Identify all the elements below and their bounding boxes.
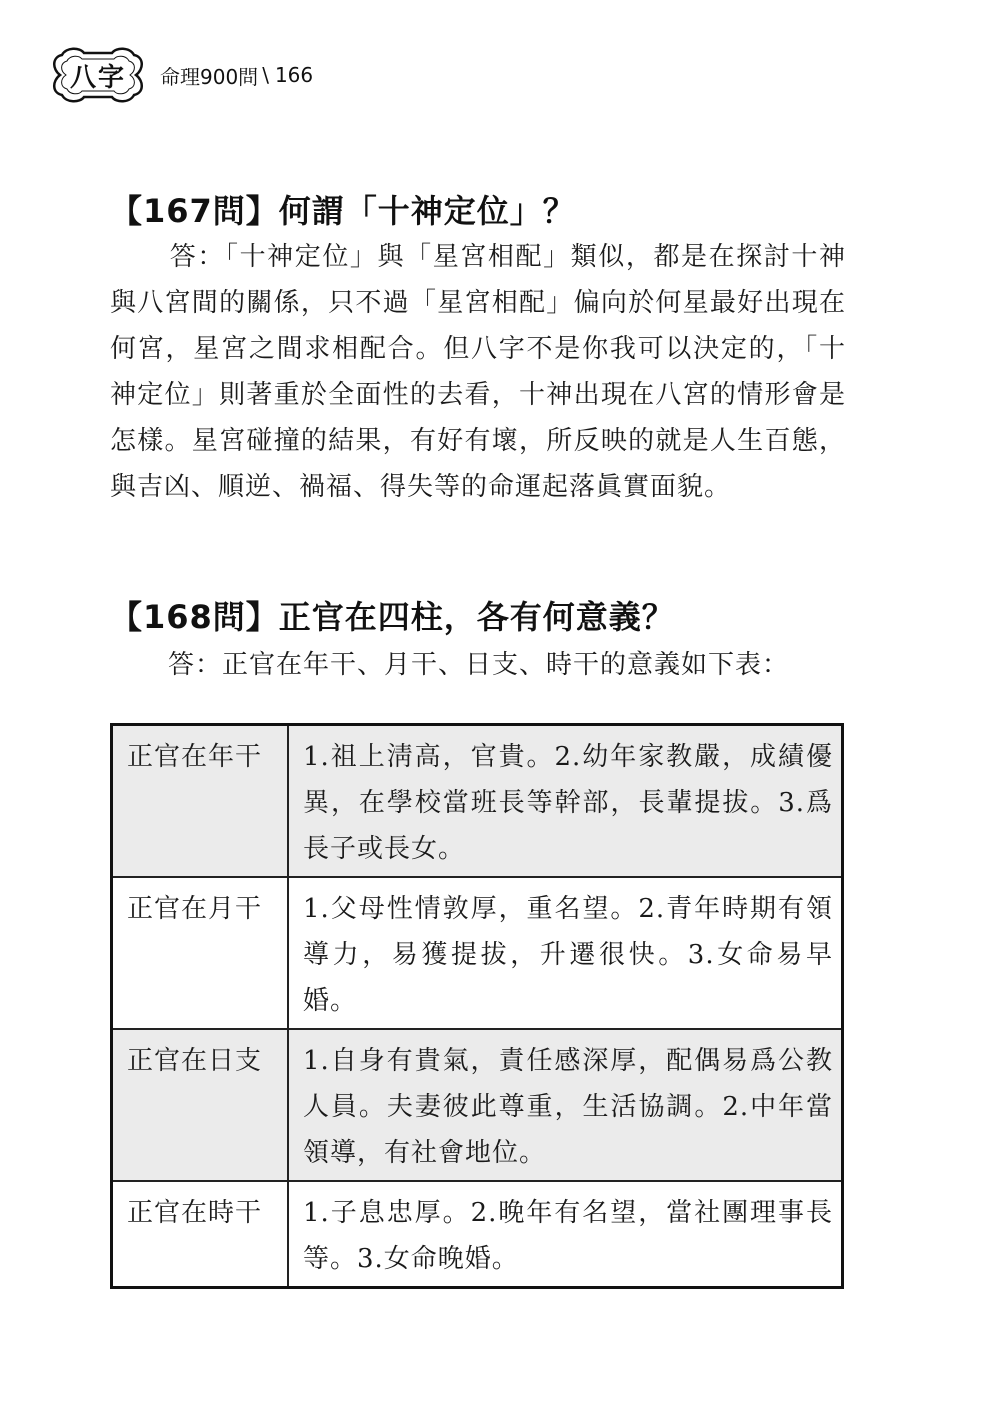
row-key: 正官在月干	[112, 877, 289, 1029]
running-header	[46, 40, 313, 110]
row-key: 正官在時干	[112, 1181, 289, 1288]
header-separator: \	[262, 63, 269, 87]
zhengguan-meaning-table	[110, 723, 844, 1289]
question-168-answer: 答：正官在年干、月干、日支、時干的意義如下表：	[168, 650, 790, 680]
page-number: 166	[274, 63, 314, 87]
table-row	[112, 1029, 843, 1181]
row-value: 1.祖上淸高，官貴。2.幼年家教嚴，成績優異，在學校當班長等幹部，長輩提拔。3.爲長子或長女。	[288, 725, 843, 878]
table-row	[112, 1181, 843, 1288]
question-168-heading: 【168問】正官在四柱，各有何意義？	[110, 598, 675, 636]
question-167-answer: 答：「十神定位」與「星宮相配」類似，都是在探討十神與八宮間的關係，只不過「星宮相配」偏向於何星最好出現在何宮，星宮之間求相配合。但八字不是你我可以決定的，「十神定位」則著重於全面性的去看，十神出現在八宮的情形會是怎樣。星宮碰撞的結果，有好有壞，所反映的就是人生百態，與吉凶、順逆、禍福、得失等的命運起落眞實面貌。	[110, 242, 846, 502]
table-row	[112, 877, 843, 1029]
table-row	[112, 725, 843, 878]
row-value: 1.父母性情敦厚，重名望。2.青年時期有領導力，易獲提拔，升遷很快。3.女命易早婚。	[288, 877, 843, 1029]
row-key: 正官在日支	[112, 1029, 289, 1181]
row-value: 1.自身有貴氣，責任感深厚，配偶易爲公教人員。夫妻彼此尊重，生活協調。2.中年當領導，有社會地位。	[288, 1029, 843, 1181]
badge-text: 八字	[69, 62, 126, 93]
chapter-badge	[46, 43, 150, 107]
row-key: 正官在年干	[112, 725, 289, 878]
book-title: 命理900問	[160, 64, 259, 89]
question-167-heading: 【167問】何謂「十神定位」？	[110, 192, 576, 230]
row-value: 1.子息忠厚。2.晚年有名望，當社團理事長等。3.女命晚婚。	[288, 1181, 843, 1288]
